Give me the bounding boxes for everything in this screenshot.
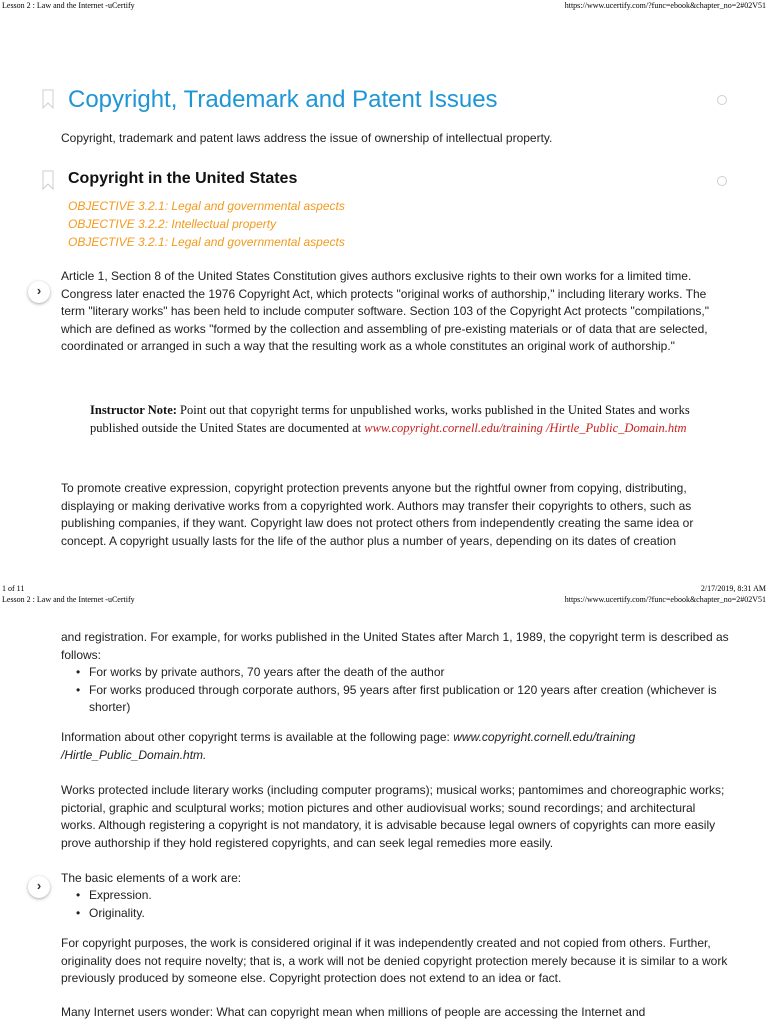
info-text: Information about other copyright terms is available at the following page: [61, 730, 454, 744]
circle-icon[interactable] [717, 176, 727, 186]
objective-item: OBJECTIVE 3.2.2: Intellectual property [68, 217, 277, 231]
page-number: 1 of 11 [2, 584, 25, 593]
paragraph: For copyright purposes, the work is considered original if it was independently created and not copied from others. Further, originality does not require novelty; that is, a work will not be denied copyright protection merely because it is similar to a work previously produced by someone else. Copyright protection does not extend to an idea or fact. [61, 936, 728, 985]
header-url: https://www.ucertify.com/?func=ebook&chapter_no=2#02V51 [564, 595, 766, 604]
instructor-note [90, 402, 730, 437]
print-timestamp: 2/17/2019, 8:31 AM [700, 584, 766, 593]
note-link[interactable]: www.copyright.cornell.edu/training /Hirtle_Public_Domain.htm [364, 420, 687, 435]
section-intro: Copyright, trademark and patent laws address the issue of ownership of intellectual property. [61, 131, 553, 145]
header-title: Lesson 2 : Law and the Internet -uCertify [2, 1, 135, 10]
print-header [0, 594, 768, 606]
circle-icon[interactable] [717, 95, 727, 105]
objectives-list [68, 197, 345, 251]
subsection-title: Copyright in the United States [68, 170, 298, 187]
chevron-right-icon[interactable]: › [28, 281, 50, 303]
objective-item: OBJECTIVE 3.2.1: Legal and governmental aspects [68, 235, 345, 249]
paragraph: To promote creative expression, copyright protection prevents anyone but the rightful owner from copying, distributing, displaying or making derivative works from a copyrighted work. Authors may transfer their copyrights to others, such as publishing companies, if they want. Copyright law does not protect others from independently creating the same idea or concept. A copyright usually lasts for the life of the author plus a number of years, depending on its dates of creation [61, 481, 694, 548]
print-header [0, 0, 768, 12]
paragraph: and registration. For example, for works published in the United States after March 1, 1989, the copyright term is described as follows: [61, 630, 729, 662]
chevron-right-icon[interactable]: › [28, 876, 50, 898]
paragraph: Works protected include literary works (including computer programs); musical works; pantomimes and choreographic works; pictorial, graphic and sculptural works; motion pictures and other audiovisual works; sound recordings; and architectural works. Although registering a copyright is not mandatory, it is advisable because legal owners of copyrights can more easily prove authorship if they hold registered copyrights, and can seek legal remedies more easily. [61, 783, 725, 850]
elements-intro: The basic elements of a work are: [61, 871, 242, 885]
header-title: Lesson 2 : Law and the Internet -uCertify [2, 595, 135, 604]
paragraph: Many Internet users wonder: What can copyright mean when millions of people are accessing the Internet and [61, 1005, 646, 1019]
list-item: • Expression. [75, 887, 735, 905]
list-item: • For works produced through corporate authors, 95 years after first publication or 120 years after creation (whichever is shorter) [75, 682, 735, 717]
copyright-terms-list [75, 664, 735, 717]
note-text: Point out that copyright terms for unpublished works, works published in the United States and works published outside the United States are documented at [90, 403, 690, 435]
section-title: Copyright, Trademark and Patent Issues [68, 86, 498, 113]
note-label: Instructor Note: [90, 403, 177, 417]
paragraph: Article 1, Section 8 of the United States Constitution gives authors exclusive rights to their own works for a limited time. Congress later enacted the 1976 Copyright Act, which protects "original works of authorship," including literary works. The term "literary works" has been held to include computer software. Section 103 of the Copyright Act protects "compilations," which are defined as works "formed by the collection and assembling of pre-existing materials or of data that are selected, coordinated or arranged in such a way that the resulting work as a whole constitutes an original work of authorship." [61, 269, 710, 353]
elements-list [75, 887, 735, 922]
list-item: • Originality. [75, 905, 735, 923]
list-item: • For works by private authors, 70 years after the death of the author [75, 664, 735, 682]
header-url: https://www.ucertify.com/?func=ebook&chapter_no=2#02V51 [564, 1, 766, 10]
info-paragraph [61, 729, 731, 764]
info-link[interactable]: www.copyright.cornell.edu/training /Hirtle_Public_Domain.htm. [61, 730, 636, 762]
objective-item: OBJECTIVE 3.2.1: Legal and governmental aspects [68, 199, 345, 213]
bookmark-icon[interactable] [42, 89, 54, 109]
bookmark-icon[interactable] [42, 170, 54, 190]
